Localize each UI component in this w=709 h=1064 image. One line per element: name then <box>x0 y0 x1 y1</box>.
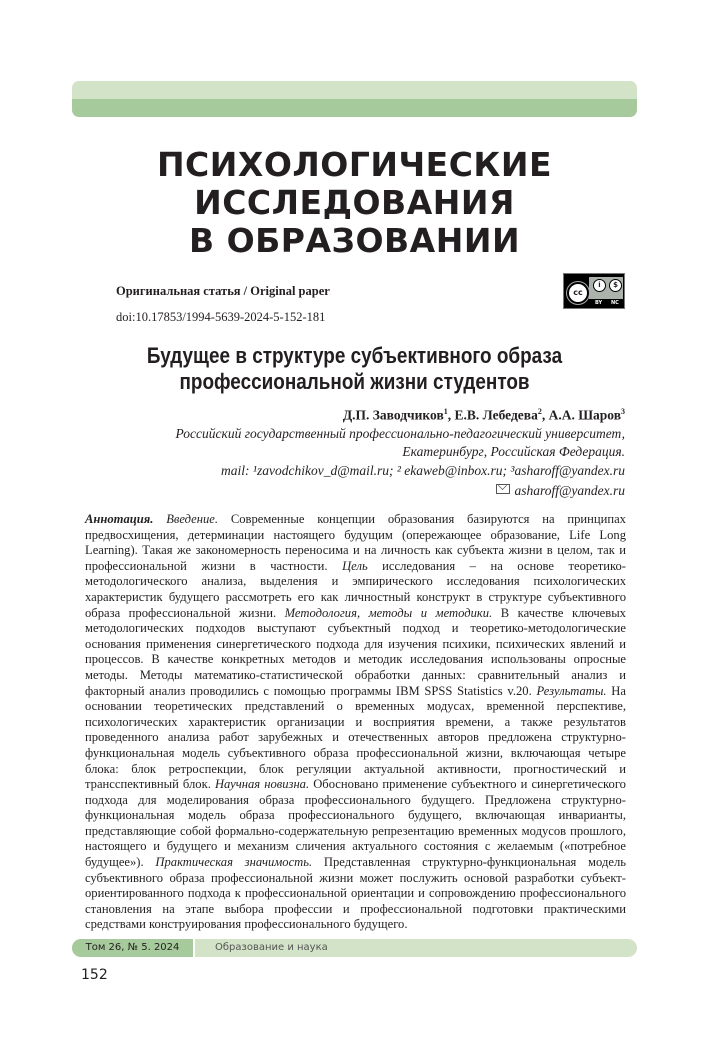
contact-email[interactable] <box>496 483 625 499</box>
journal-title-line: ИССЛЕДОВАНИЯ <box>194 183 515 222</box>
footer-bar <box>72 939 637 957</box>
authors: Д.П. Заводчиков$^1$, Е.В. Лебедева$^2$, А.А. Шаров$^3$ <box>342 407 625 423</box>
contact-email-text: asharoff@yandex.ru <box>514 483 625 498</box>
journal-title-line: В ОБРАЗОВАНИИ <box>188 221 521 260</box>
article-title-line: Будущее в структуре субъективного образа <box>146 343 563 368</box>
section-label: Образование и наука <box>215 942 328 953</box>
article-title <box>50 343 660 395</box>
article-title-line: профессиональной жизни студентов <box>179 369 530 394</box>
abstract-segment: В качестве ключевых методологических подходов выступают субъектный подход и теоретико-методологические основания применения синергетического подхода для изучения психики, психических явлений и процессов. В качестве конкретных методов и методик исследования использованы опросные методы. Методы математико-статистической обработки данных: сравнительный анализ и факторный анализ проводились с помощью программы IBM SPSS Statistics v.20. <box>85 605 626 698</box>
article-type: Оригинальная статья / Original paper <box>116 284 330 298</box>
author-sup: 2 <box>537 407 542 416</box>
envelope-icon <box>496 484 510 494</box>
abstract <box>85 512 626 933</box>
nc-label: NC <box>611 300 619 306</box>
author-name: Е.В. Лебедева <box>454 407 538 423</box>
abstract-segment: Цель <box>342 558 368 573</box>
affiliation-line: Российский государственный профессионально-педагогический университет, <box>175 426 625 441</box>
author-sup: 1 <box>443 407 448 416</box>
abstract-segment: Представленная структурно-функциональная модель субъективного образа профессиональной жизни может послужить основой разработки субъект-ориентированного подхода к профессиональной ориентации и сопровождению профессионального становления на этапе выбора профессии и профессиональной подготовки практическими средствами конструирования профессионального будущего. <box>85 855 626 932</box>
noncommercial-icon: $ <box>609 279 622 292</box>
abstract-segment: Современные концепции образования базируются на принципах предвосхищения, детерминации настоящего будущим (опережающее образование, Life Long Learning). Такая же закономерность переносима и на личность как субъекта жизни в целом, так и профессиональной жизни в частности. <box>85 512 626 573</box>
author-sup: 3 <box>621 407 625 416</box>
cc-license-badge[interactable] <box>563 273 625 309</box>
emails: mail: ¹zavodchikov_d@mail.ru; ² ekaweb@inbox.ru; ³asharoff@yandex.ru <box>221 463 625 478</box>
affiliation-line: Екатеринбург, Российская Федерация. <box>402 444 625 459</box>
journal-title-line: ПСИХОЛОГИЧЕСКИЕ <box>156 145 553 184</box>
page-number: 152 <box>81 967 108 983</box>
abstract-segment: Научная новизна. <box>214 777 310 792</box>
attribution-icon: i <box>593 279 606 292</box>
affiliation <box>105 425 625 461</box>
volume-label: Том 26, № 5. 2024 <box>72 939 193 957</box>
header-banner <box>72 81 637 117</box>
journal-title <box>0 146 709 260</box>
by-label: BY <box>595 300 603 306</box>
abstract-segment: Аннотация. <box>85 512 167 526</box>
abstract-segment: Методология, методы и методики. <box>284 605 493 620</box>
abstract-segment: исследования – на основе теоретико-методологического анализа, выделения и эмпирического исследования психологических характеристик будущего рассмотреть его как личностный конструкт в структуре субъективного образа профессиональной жизни. <box>85 558 626 620</box>
author-name: Д.П. Заводчиков <box>342 407 444 423</box>
cc-icon: cc <box>567 282 589 304</box>
abstract-segment: На основании теоретических представлений о временных модусах, временной перспективе, психологических характеристик организации и восприятия времени, а также результатов проведенного анализа работ зарубежных и отечественных авторов предложена структурно-функциональная модель субъективного образа профессиональной жизни, включающая четыре блока: блок ретроспекции, блок регуляции актуальной активности, прогностический и трансспективный блок. <box>85 683 626 792</box>
abstract-segment: Практическая значимость. <box>155 855 313 870</box>
doi-link[interactable]: doi:10.17853/1994-5639-2024-5-152-181 <box>116 310 326 324</box>
abstract-segment: Введение. <box>166 512 219 526</box>
author-name: А.А. Шаров <box>548 407 621 423</box>
abstract-segment: Результаты. <box>536 683 607 698</box>
abstract-segment: Обосновано применение субъектного и синергетического подхода для моделирования образа профессионального будущего. Предложена структурно-функциональная модель образа профессионального будущего, включающая инварианты, представляющие собой формально-содержательную репрезентацию временных модусов прошлого, настоящего и будущего и механизм сличения актуального состояния с желаемым («потребное будущее»). <box>85 777 626 870</box>
